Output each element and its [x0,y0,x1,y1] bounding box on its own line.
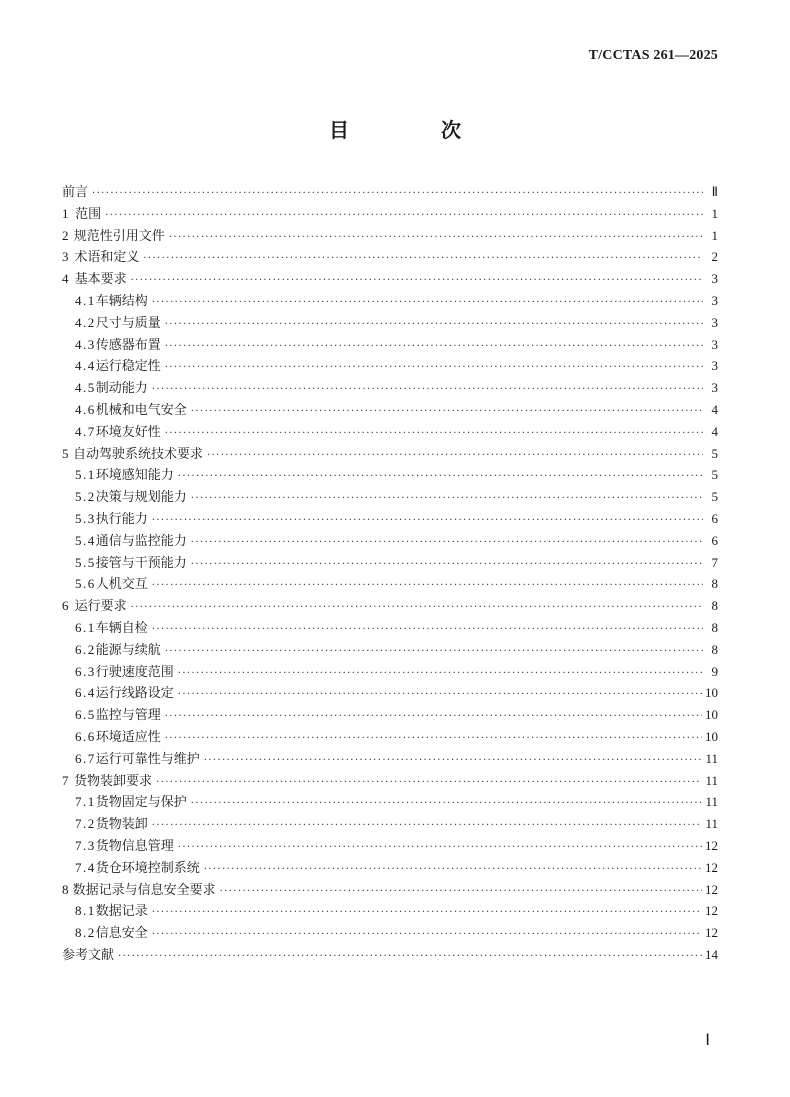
toc-entry-label: 人机交互 [95,577,148,593]
toc-entry-page: 12 [705,881,718,897]
toc-entry-page: 11 [705,794,718,810]
toc-entry-page: 5 [711,467,718,483]
dot-leader [178,466,703,488]
toc-entry-page: 1 [711,205,718,221]
toc-entry-label: 环境感知能力 [95,468,174,484]
dot-leader [105,205,703,227]
dot-leader [152,924,702,946]
toc-entry[interactable] [62,225,718,247]
toc-entry-number: 6.5 [75,707,96,723]
toc-entry-number: 4 [62,271,69,287]
toc-entry[interactable] [62,770,718,792]
dot-leader [165,641,703,663]
toc-entry-page: 9 [711,663,718,679]
toc-entry-label: 货物固定与保护 [95,795,187,811]
toc-entry-number: 7 [62,772,69,788]
toc-entry[interactable] [62,246,718,268]
toc-entry-page: 3 [711,271,718,287]
toc-entry[interactable] [62,791,718,813]
toc-entry-number: 5.6 [75,576,96,592]
toc-entry-label: 车辆自检 [95,620,148,636]
toc-entry-number: 6.1 [75,619,96,635]
dot-leader [152,379,703,401]
toc-entry-label: 行驶速度范围 [95,664,174,680]
toc-entry-number: 4.4 [75,358,96,374]
toc-entry[interactable] [62,355,718,377]
dot-leader [165,706,702,728]
toc-entry[interactable] [62,813,718,835]
toc-entry[interactable] [62,835,718,857]
toc-entry[interactable] [62,639,718,661]
toc-entry-label: 自动驾驶系统技术要求 [72,446,203,462]
toc-entry-label: 术语和定义 [74,250,140,266]
toc-entry-number: 7.3 [75,837,96,853]
dot-leader [165,357,703,379]
toc-entry[interactable] [62,900,718,922]
toc-entry-label: 数据记录 [95,904,148,920]
toc-entry-label: 决策与规划能力 [95,490,187,506]
toc-entry[interactable] [62,203,718,225]
dot-leader [204,859,702,881]
toc-entry-number: 6.3 [75,663,96,679]
toc-entry[interactable] [62,421,718,443]
toc-entry[interactable] [62,726,718,748]
toc-entry-label: 运行要求 [74,599,127,615]
toc-entry-page: 11 [705,772,718,788]
toc-entry[interactable] [62,617,718,639]
toc-entry-number: 4.6 [75,401,96,417]
toc-entry[interactable] [62,879,718,901]
toc-entry-page: 6 [711,532,718,548]
toc-entry-page: 14 [705,946,718,962]
toc-entry[interactable] [62,399,718,421]
toc-entry-label: 执行能力 [95,511,148,527]
toc-entry-label: 货物装卸要求 [74,773,153,789]
dot-leader [131,270,703,292]
document-code: T/CCTAS 261—2025 [588,48,718,63]
dot-leader [118,946,702,968]
toc-entry-page: 2 [711,249,718,265]
toc-entry-label: 传感器布置 [95,337,161,353]
dot-leader [92,183,703,205]
toc-entry-number: 5.5 [75,554,96,570]
toc-entry-page: 3 [711,358,718,374]
toc-entry-page: 11 [705,750,718,766]
dot-leader [191,554,703,576]
dot-leader [204,750,703,772]
toc-entry-label: 接管与干预能力 [95,555,187,571]
toc-entry-number: 6.2 [75,641,96,657]
toc-entry-page: 3 [711,380,718,396]
dot-leader [165,423,703,445]
toc-entry-label: 能源与续航 [95,642,161,658]
toc-entry-label: 货物装卸 [95,817,148,833]
toc-entry-page: 3 [711,292,718,308]
toc-entry-page: 12 [705,903,718,919]
toc-entry-label: 监控与管理 [95,708,161,724]
toc-entry-number: 6 [62,598,69,614]
dot-leader [169,227,703,249]
toc-entry-page: 8 [711,641,718,657]
toc-entry-number: 1 [62,205,69,221]
toc-entry-number: 6.6 [75,728,96,744]
toc-entry-label: 前言 [62,185,89,200]
toc-entry-label: 规范性引用文件 [73,228,165,244]
toc-entry-label: 参考文献 [62,947,115,963]
dot-leader [152,292,703,314]
toc-entry[interactable] [62,704,718,726]
dot-leader [152,815,703,837]
toc-entry[interactable] [62,748,718,770]
toc-entry-label: 基本要求 [74,272,127,288]
toc-entry-number: 8.2 [75,925,96,941]
toc-entry-label: 运行线路设定 [95,686,174,702]
toc-entry[interactable] [62,508,718,530]
page-number: Ⅰ [705,1032,710,1049]
toc-entry-page: 8 [711,576,718,592]
dot-leader [207,445,703,467]
toc-entry-number: 3 [62,249,69,265]
toc-entry[interactable] [62,857,718,879]
toc-entry-page: 3 [711,314,718,330]
toc-entry-label: 信息安全 [95,926,148,942]
toc-entry-label: 货仓环境控制系统 [95,860,200,876]
toc-entry[interactable] [62,290,718,312]
toc-entry[interactable] [62,312,718,334]
toc-entry-label: 运行稳定性 [95,359,161,375]
toc-entry[interactable] [62,486,718,508]
toc-entry-label: 车辆结构 [95,293,148,309]
toc-entry-number: 4.1 [75,292,96,308]
toc-entry-number: 6.4 [75,685,96,701]
toc-entry-page: 12 [705,925,718,941]
toc-entry-number: 4.5 [75,380,96,396]
toc-entry[interactable] [62,181,718,203]
toc-entry[interactable] [62,595,718,617]
toc-entry-number: 8 [62,881,69,897]
toc-entry-page: 12 [705,859,718,875]
dot-leader [178,663,703,685]
toc-entry-page: 11 [705,816,718,832]
toc-entry-label: 制动能力 [95,381,148,397]
dot-leader [165,728,702,750]
toc-entry-label: 尺寸与质量 [95,315,161,331]
dot-leader [191,793,703,815]
toc-entry[interactable] [62,334,718,356]
toc-entry[interactable] [62,464,718,486]
dot-leader [178,684,702,706]
toc-entry-page: 8 [711,598,718,614]
toc-entry-number: 4.3 [75,336,96,352]
dot-leader [220,881,702,903]
dot-leader [156,772,702,794]
toc-entry-number: 8.1 [75,903,96,919]
toc-entry[interactable] [62,268,718,290]
toc-entry-page: Ⅱ [711,184,718,199]
table-of-contents [62,181,718,966]
toc-entry[interactable] [62,552,718,574]
toc-entry-page: 12 [705,837,718,853]
toc-entry[interactable] [62,661,718,683]
page-title: 目 次 [329,118,497,142]
dot-leader [165,314,703,336]
toc-entry-number: 5 [62,445,69,461]
dot-leader [191,401,703,423]
dot-leader [152,619,703,641]
toc-entry-label: 范围 [75,206,102,222]
dot-leader [131,597,703,619]
toc-entry-page: 3 [711,336,718,352]
dot-leader [191,488,703,510]
toc-entry-label: 环境适应性 [95,729,161,745]
toc-entry-page: 7 [711,554,718,570]
toc-entry-number: 5.4 [75,532,96,548]
dot-leader [178,837,702,859]
toc-entry-label: 机械和电气安全 [95,402,187,418]
toc-entry-page: 6 [711,510,718,526]
dot-leader [152,510,703,532]
toc-entry-page: 10 [705,728,718,744]
dot-leader [152,902,702,924]
toc-entry-number: 5.2 [75,489,96,505]
toc-entry-label: 数据记录与信息安全要求 [72,882,216,898]
toc-entry-page: 8 [711,619,718,635]
toc-entry-number: 4.7 [75,423,96,439]
toc-entry-number: 4.2 [75,314,96,330]
toc-entry-label: 环境友好性 [95,424,161,440]
toc-entry[interactable] [62,944,718,966]
toc-entry-page: 5 [711,489,718,505]
toc-entry[interactable] [62,922,718,944]
toc-entry-page: 5 [711,445,718,461]
toc-entry[interactable] [62,377,718,399]
toc-entry-number: 7.1 [75,794,96,810]
toc-entry-label: 货物信息管理 [95,838,174,854]
dot-leader [191,532,703,554]
toc-entry-page: 10 [705,707,718,723]
toc-entry-number: 2 [62,227,69,243]
toc-entry-label: 通信与监控能力 [95,533,187,549]
toc-entry-number: 5.3 [75,510,96,526]
dot-leader [165,336,703,358]
toc-entry-page: 4 [711,401,718,417]
toc-entry-page: 10 [705,685,718,701]
toc-entry-number: 6.7 [75,750,96,766]
dot-leader [143,248,703,270]
toc-entry[interactable] [62,530,718,552]
toc-entry-page: 1 [711,227,718,243]
toc-entry[interactable] [62,443,718,465]
toc-entry[interactable] [62,573,718,595]
toc-entry-number: 7.2 [75,816,96,832]
toc-entry-page: 4 [711,423,718,439]
toc-entry-label: 运行可靠性与维护 [95,751,200,767]
dot-leader [152,575,703,597]
toc-entry-number: 5.1 [75,467,96,483]
toc-entry-number: 7.4 [75,859,96,875]
toc-entry[interactable] [62,682,718,704]
